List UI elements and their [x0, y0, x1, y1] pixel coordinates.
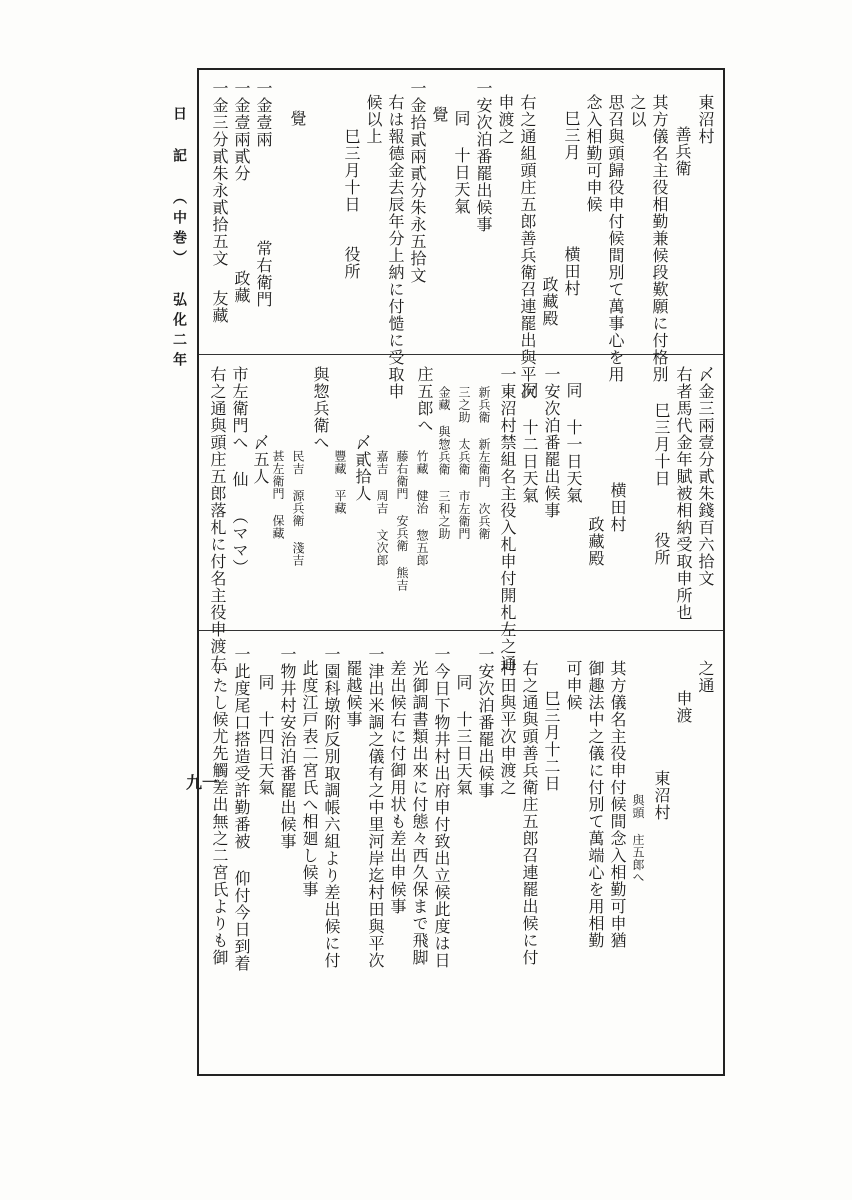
text-column: 市左衛門へ 仙 （ママ）	[230, 366, 249, 576]
text-column: 覺	[430, 106, 449, 123]
text-column: 巳三月十日	[652, 402, 671, 487]
text-column: 役所	[342, 246, 361, 280]
text-column: 一安次泊番罷出候事	[476, 646, 495, 799]
text-column: 東沼村	[696, 94, 715, 145]
text-column: 巳三月十日	[342, 128, 361, 213]
text-frame	[197, 68, 725, 1076]
text-column: 光御調書類出來に付態々西久保まで飛脚	[410, 660, 429, 966]
text-column: 與頭 庄五郎へ	[631, 794, 645, 884]
text-column: 覺	[288, 110, 307, 127]
page-number: 九一	[186, 773, 219, 792]
text-column: 一津出米調之儀有之中里河岸迄村田與平次	[366, 646, 385, 969]
text-column: 〆金三兩壹分貳朱錢百六拾文	[696, 366, 715, 587]
text-column: 一物井村安治泊番罷出候事	[278, 646, 297, 850]
text-column: 甚左衛門 保藏	[271, 450, 285, 540]
text-column: 候以上	[364, 94, 383, 145]
text-column: 庄五郎へ	[415, 366, 434, 434]
text-column: 〆五人	[251, 434, 270, 485]
text-column: 巳三月	[562, 110, 581, 161]
text-column: 之通	[696, 660, 715, 694]
text-column: 與惣兵衛へ	[311, 366, 330, 451]
text-column: 一金三分貳朱永貳拾五文	[210, 80, 229, 267]
section-divider	[199, 630, 723, 631]
text-column: 新兵衛 新左衛門 次兵衛	[477, 386, 491, 540]
text-column: 右之通與頭善兵衛庄五郎召連罷出候に付	[520, 660, 539, 966]
text-column: 同 十日天氣	[452, 110, 471, 215]
text-column: 一金拾貳兩貳分朱永五拾文	[408, 80, 427, 284]
text-column: 一金壹兩貳分	[232, 80, 251, 182]
text-column: 右は報德金去辰年分上納に付慥に受取申	[386, 94, 405, 400]
text-column: 一安次泊番罷出候事	[474, 80, 493, 233]
text-column: 常右衛門	[254, 240, 273, 308]
text-column: 一安次泊番罷出候事	[542, 366, 561, 519]
text-column: 右之通與頭庄五郎落札に付名主役申渡左	[208, 366, 227, 672]
text-column: 同 十三日天氣	[454, 674, 473, 796]
text-column: 可申候	[564, 660, 583, 711]
running-head: 日 記 （中巻） 弘化二年	[171, 106, 187, 372]
text-column: 巳三月十二日	[542, 690, 561, 792]
text-column: 三之助 太兵衛 市左衛門	[457, 386, 471, 540]
text-column: 此度江戸表二宮氏へ相廻し候事	[300, 660, 319, 898]
text-column: 同 十四日天氣	[256, 674, 275, 796]
text-column: 罷越候事	[344, 660, 363, 728]
text-column: 横田村	[608, 482, 627, 533]
text-column: 村田與平次申渡之	[498, 660, 517, 796]
text-column: 横田村	[562, 246, 581, 297]
text-column: 金藏 與惣兵衛 三和之助	[437, 386, 451, 540]
text-column: 東沼村	[652, 770, 671, 821]
text-column: 御趣法中之儀に付別て萬端心を用相勤	[586, 660, 605, 949]
text-column: 政藏殿	[586, 516, 605, 567]
text-column: 政藏	[232, 270, 251, 304]
text-column: 藤右衛門 安兵衛 熊吉	[395, 450, 409, 592]
text-column: いたし候尤先觸差出無之二宮氏よりも御	[210, 660, 229, 966]
text-column: 同 十一日天氣	[564, 382, 583, 504]
text-column: 民吉 源兵衛 淺吉	[291, 450, 305, 567]
text-column: 一園科墩附反別取調帳六組より差出候に付	[322, 646, 341, 969]
text-column: 一東沼村禁組名主役入札申付開札左之通	[498, 366, 517, 672]
text-column: 友藏	[210, 290, 229, 324]
text-column: 嘉吉 周吉 文次郎	[375, 450, 389, 567]
text-column: 右者馬代金年賦被相納受取申所也	[674, 366, 693, 621]
text-column: 役所	[652, 532, 671, 566]
section-divider	[199, 354, 723, 355]
text-column: 申渡之	[496, 94, 515, 145]
text-column: 〆貳拾人	[353, 434, 372, 502]
text-column: 同 十二日天氣	[520, 382, 539, 504]
text-column: 申渡	[674, 690, 693, 724]
text-column: 其方儀名主役申付候間念入相勤可申猶	[608, 660, 627, 949]
text-column: 念入相勤可申候	[584, 94, 603, 213]
text-column: 一金壹兩	[254, 80, 273, 148]
text-column: 竹藏 健治 惣五郎	[415, 450, 429, 567]
text-column: 之以	[628, 94, 647, 128]
text-column: 其方儀名主役相勤兼候段歎願に付格別	[650, 94, 669, 383]
text-column: 善兵衛	[673, 126, 692, 177]
text-column: 差出候右に付御用状も差出申候事	[388, 660, 407, 915]
text-column: 一今日下物井村出府申付致出立候此度は日	[432, 646, 451, 969]
text-column: 豐藏 平藏	[333, 450, 347, 515]
text-column: 政藏殿	[540, 276, 559, 327]
text-column: 右之通組頭庄五郎善兵衛召連罷出與平次	[518, 94, 537, 400]
text-column: 一此度尾口搭造受許勤番被 仰付今日到着	[232, 646, 251, 972]
text-column: 思召與頭歸役申付候間別て萬事心を用	[606, 94, 625, 383]
